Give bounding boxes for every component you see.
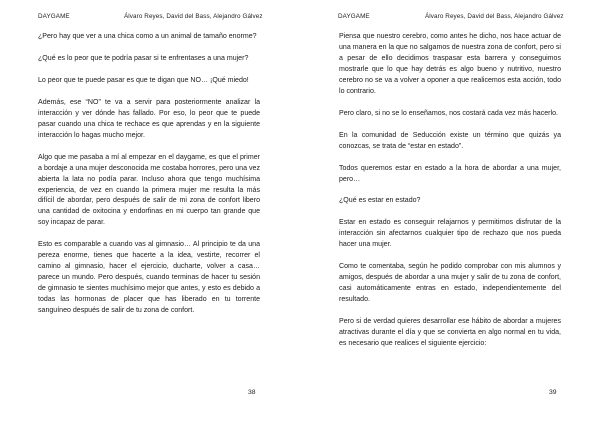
paragraph: Todos queremos estar en estado a la hora de abordar a una mujer, pero… (339, 164, 561, 183)
right-page-body (339, 32, 561, 361)
paragraph: Pero si de verdad quieres desarrollar ese hábito de abordar a mujeres atractivas durante el día y que se convierta en algo normal en tu vida, es necesario que realices el siguiente ejercicio: (339, 318, 561, 348)
paragraph: En la comunidad de Seducción existe un término que quizás ya conozcas, se trata de “estar en estado”. (339, 131, 561, 150)
right-page (300, 0, 600, 425)
running-header-title: DAYGAME (338, 13, 370, 20)
paragraph: ¿Qué es lo peor que te podría pasar si te enfrentases a una mujer? (38, 54, 249, 62)
page-number: 39 (549, 389, 557, 396)
paragraph: Algo que me pasaba a mí al empezar en el daygame, es que el primer a bordaje a una mujer desconocida me costaba horrores, pero una vez abierta la lata no podía parar. Incluso ahora que tengo muchísima experiencia, de vez en cuando la primera mujer me resulta la más difícil de abordar, pero después de salir de mi zona de confort libero una cantidad de oxitocina y endorfinas en mi cuerpo tan grande que soy incapaz de parar. (38, 153, 260, 227)
left-page-body (38, 32, 260, 328)
paragraph: ¿Pero hay que ver a una chica como a un animal de tamaño enorme? (38, 33, 257, 40)
paragraph: Como te comentaba, según he podido comprobar con mis alumnos y amigos, después de abordar a una mujer y salir de tu zona de confort, casi automáticamente entras en estado, independientemente del resultado. (339, 263, 561, 304)
paragraph: Piensa que nuestro cerebro, como antes he dicho, nos hace actuar de una manera en la que no salgamos de nuestra zona de confort, pero si a pesar de ello decidimos traspasar esta barrera y conseguimos mostrarle que lo que hay detrás es algo bueno y nutritivo, nuestro cerebro no se va a volver a oponer a que realicemos esta acción, todo lo contrario. (339, 33, 561, 95)
paragraph: Pero claro, si no se lo enseñamos, nos costará cada vez más hacerlo. (339, 109, 558, 117)
paragraph: Lo peor que te puede pasar es que te digan que NO… ¡Qué miedo! (38, 76, 249, 84)
running-header-authors: Álvaro Reyes, David del Bass, Alejandro Gálvez (425, 13, 564, 20)
paragraph: Estar en estado es conseguir relajarnos y permitirnos disfrutar de la interacción sin afectarnos cualquier tipo de rechazo que nos pueda hacer una mujer. (339, 219, 561, 249)
paragraph: Esto es comparable a cuando vas al gimnasio… Al principio te da una pereza enorme, tienes que hacerte a la idea, vestirte, recorrer el camino al gimnasio, hacer el ejercicio, ducharte, volver a casa… parece un mundo. Pero después, cuando terminas de hacer tu sesión de gimnasio te sientes muchísimo mejor que antes, y esto es debido a todas las hormonas de placer que has liberado en tu torrente sanguíneo después de salir de tu zona de confort. (38, 241, 260, 315)
paragraph: Además, ese “NO” te va a servir para posteriormente analizar la interacción y ver dónde has fallado. Por eso, lo peor que te puede pasar cuando una chica te rechace es que aprendas y en la siguiente interacción lo hagas mucho mejor. (38, 98, 260, 139)
page-number: 38 (248, 389, 256, 396)
paragraph: ¿Qué es estar en estado? (339, 197, 421, 205)
running-header-authors: Álvaro Reyes, David del Bass, Alejandro Gálvez (124, 13, 263, 20)
running-header-title: DAYGAME (38, 13, 70, 20)
